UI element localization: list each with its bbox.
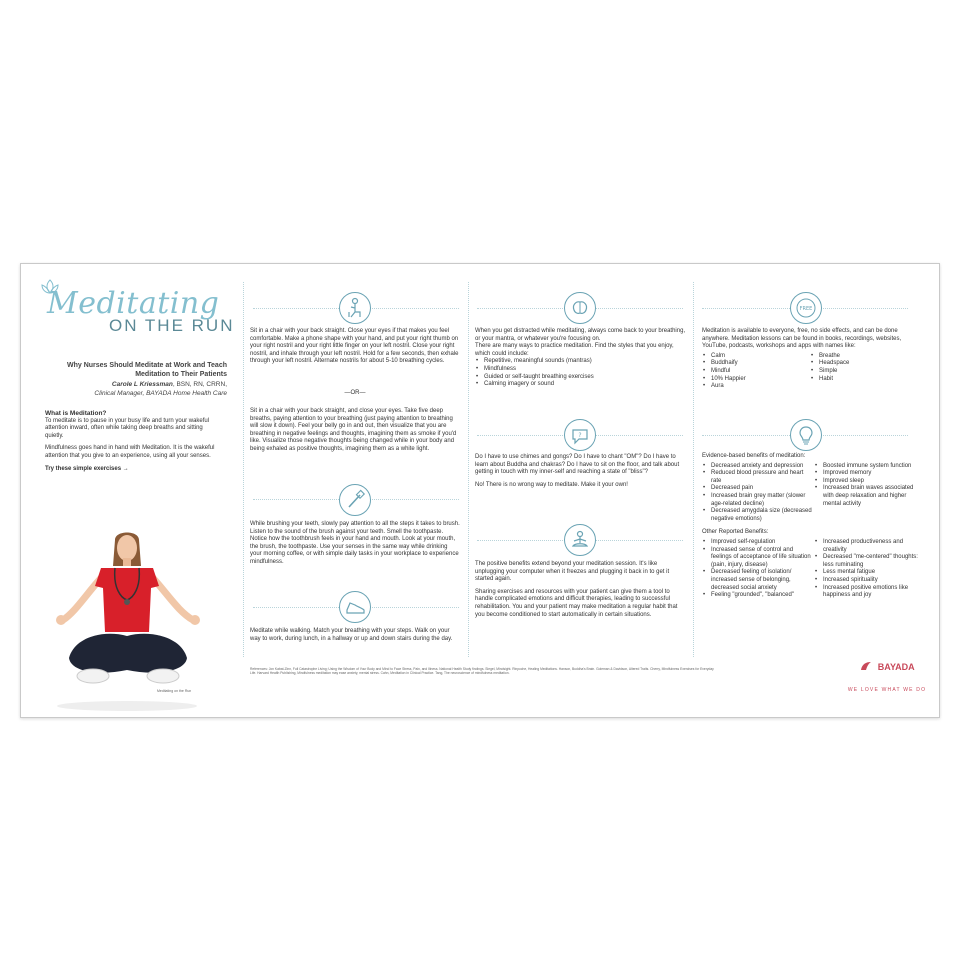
list-item: • Decreased anxiety and depression — [710, 463, 814, 471]
poster — [20, 263, 940, 718]
author-name: Carole L Kriessman — [111, 381, 173, 388]
list-item: • Habit — [818, 376, 918, 384]
meditation-styles-text — [475, 328, 687, 389]
list-item: • Decreased pain — [710, 485, 814, 493]
list-item: • Improved sleep — [822, 478, 918, 486]
mindfulness-text: Mindfulness goes hand in hand with Meditation. It is the wakeful attention that you give to an experience, using all your senses. — [45, 445, 215, 459]
list-item: • Repetitive, meaningful sounds (mantras) — [483, 358, 687, 366]
nostril-breathing-text: Sit in a chair with your back straight. Close your eyes if that makes you feel comfortable. Make a phone shape with your hand, and put your right thumb on your right nostril and your right little finger on your left nostril. Close your right nostril, and inhale through your left nostril. Hold for a few seconds, then exhale through your left nostril. Alternate nostrils for about 5-10 breathing cycles. — [250, 328, 459, 365]
poster-title: Meditating — [47, 286, 220, 321]
other-heading: Other Reported Benefits: — [702, 529, 769, 536]
bayada-logo — [847, 657, 927, 693]
visualize-breathing-text: Sit in a chair with your back straight, and close your eyes. Take five deep breaths, paying attention to your breathing (just paying attention to breathing will slow it down). Feel your belly go in and out, then visualize that you are breathing in negative feelings and thoughts, imagining them as smoke if you'd like. Visualize those negative thoughts being changed while in your body and being exhaled as positive thoughts, imagining them as a white light. — [250, 408, 457, 452]
person-chair-icon — [339, 292, 371, 324]
svg-text:?: ? — [578, 432, 582, 439]
evidence-benefits — [702, 453, 918, 600]
list-item: • Less mental fatigue — [822, 569, 918, 577]
chimes-question-text — [475, 454, 687, 494]
free-badge-icon — [790, 292, 822, 324]
list-item: • Feeling "grounded", "balanced" — [710, 592, 814, 600]
list-item: • Increased brain grey matter (slower age-related decline) — [710, 493, 814, 508]
apps-list — [702, 353, 918, 391]
author-role: Clinical Manager, BAYADA Home Health Care — [94, 389, 227, 397]
references-text: References: Jon Kabat-Zinn, Full Catastrophe Living; Using the Wisdom of Your Body and Mind to Face Stress, Pain, and Illness. National Health Study findings. Siegel, Mindsight. Rinpoche, Healing Meditations. Hanson, Buddha's Brain. Goleman & Davidson, Altered Traits. Cherry, Mindfulness Exercises for Everyday Life. Harvard Health Publishing, Mindfulness meditation may ease anxiety, mental stress. Cahn, Meditation in Clinical Practice. Tang, The neuroscience of mindfulness meditation. — [250, 667, 714, 676]
list-item: • Aura — [710, 383, 810, 391]
column-divider — [693, 282, 694, 657]
or-separator: —OR— — [344, 390, 366, 396]
list-item: • Buddhaify — [710, 360, 810, 368]
list-item: • Simple — [818, 368, 918, 376]
list-item: • Mindfulness — [483, 366, 687, 374]
availability-text — [702, 328, 918, 391]
poster-subtitle: ON THE RUN — [109, 316, 235, 335]
list-item: • Increased brain waves associated with deep relaxation and higher mental activity — [822, 485, 918, 508]
list-item: • Decreased "me-centered" thoughts: less ruminating — [822, 554, 918, 569]
list-item: • Boosted immune system function — [822, 463, 918, 471]
list-item: • Decreased feeling of isolation/ increased sense of belonging, decreased social anxiety — [710, 569, 814, 592]
evidence-list — [702, 463, 918, 524]
lightbulb-icon — [790, 419, 822, 451]
list-item: • Improved memory — [822, 470, 918, 478]
what-is-text: To meditate is to pause in your busy life and turn your wakeful attention inward, often while taking deep breaths and sitting quietly. — [45, 417, 210, 439]
list-item: • Increased spirituality — [822, 577, 918, 585]
speech-bubble-icon — [564, 419, 596, 451]
meditating-nurse-photo — [35, 526, 225, 714]
benefits-extend-text: The positive benefits extend beyond your meditation session. It's like unplugging your computer when it freezes and plugging it back in to get it started again. — [475, 561, 670, 583]
list-item: • Increased productiveness and creativity — [822, 539, 918, 554]
list-item: • Increased sense of control and feelings of acceptance of life situation (pain, injury, disease) — [710, 547, 814, 570]
bayada-angel-icon — [859, 660, 873, 672]
intro-text — [45, 410, 215, 478]
no-wrong-way-text: No! There is no wrong way to meditate. Make it your own! — [475, 481, 628, 488]
walking-text: Meditate while walking. Match your breathing with your steps. Walk on your way to work, during lunch, in a hallway or up and down stairs during the day. — [250, 628, 453, 642]
meditating-figure-icon — [564, 524, 596, 556]
sharing-text: Sharing exercises and resources with your patient can give them a tool to handle complicated emotions and difficult therapies, leading to successful rehabilitation. You and your patient may make meditation a regular habit that you become conditioned to start automatically in certain situations. — [475, 588, 678, 618]
benefits-text — [475, 561, 687, 624]
brand-tagline: WE LOVE WHAT WE DO — [847, 687, 927, 693]
free-label: FREE — [799, 306, 813, 312]
poster-subheading: Why Nurses Should Meditate at Work and Teach Meditation to Their Patients — [67, 362, 227, 378]
brushing-teeth-text: While brushing your teeth, slowly pay attention to all the steps it takes to brush. Listen to the sound of the brush against your teeth. Smell the toothpaste. Notice how the toothbrush feels in your hand and mouth. Look at your mouth, the brush, the toothpaste. Use your senses in the same way while drinking your morning coffee, or with simple daily tasks in your workplace to experience mindfulness. — [250, 521, 460, 565]
photo-caption: Meditating on the Run — [157, 689, 192, 693]
list-item: • Calming imagery or sound — [483, 381, 687, 389]
list-item: • Improved self-regulation — [710, 539, 814, 547]
list-item: • Calm — [710, 353, 810, 361]
other-benefits-list — [702, 539, 918, 600]
list-item: • Mindful — [710, 368, 810, 376]
list-item: • Headspace — [818, 360, 918, 368]
brain-icon — [564, 292, 596, 324]
brand-name: BAYADA — [877, 662, 915, 672]
what-is-heading: What is Meditation? — [45, 410, 107, 417]
list-item: • Increased positive emotions like happiness and joy — [822, 585, 918, 600]
column-divider — [468, 282, 469, 657]
styles-list — [475, 358, 687, 388]
evidence-heading: Evidence-based benefits of meditation: — [702, 453, 806, 459]
distracted-text: When you get distracted while meditating, always come back to your breathing, or your mantra, or whatever you're focusing on. — [475, 328, 686, 342]
list-item: • Breathe — [818, 353, 918, 361]
list-item: • Reduced blood pressure and heart rate — [710, 470, 814, 485]
try-exercises-link[interactable]: Try these simple exercises → — [45, 465, 129, 472]
chimes-text: Do I have to use chimes and gongs? Do I have to chant "OM"? Do I have to learn about Buddha and chakras? Do I have to sit on the floor, and talk about getting in touch with my inner-self and reaching a state of "bliss"? — [475, 454, 680, 476]
list-item: • Decreased amygdala size (decreased negative emotions) — [710, 508, 814, 523]
toothbrush-icon — [339, 484, 371, 516]
ways-text: There are many ways to practice meditation. Find the styles that you enjoy, which could include: — [475, 343, 674, 357]
column-divider — [243, 282, 244, 657]
shoe-icon — [339, 591, 371, 623]
list-item: • 10% Happier — [710, 376, 810, 384]
list-item: • Guided or self-taught breathing exercises — [483, 374, 687, 382]
author-credentials: , BSN, RN, CRRN, — [172, 381, 227, 388]
author-line — [49, 381, 227, 398]
available-text: Meditation is available to everyone, free, no side effects, and can be done anywhere. Meditation lessons can be found in books, recordings, websites, YouTube, podcasts, workshops and apps with names like: — [702, 328, 902, 350]
